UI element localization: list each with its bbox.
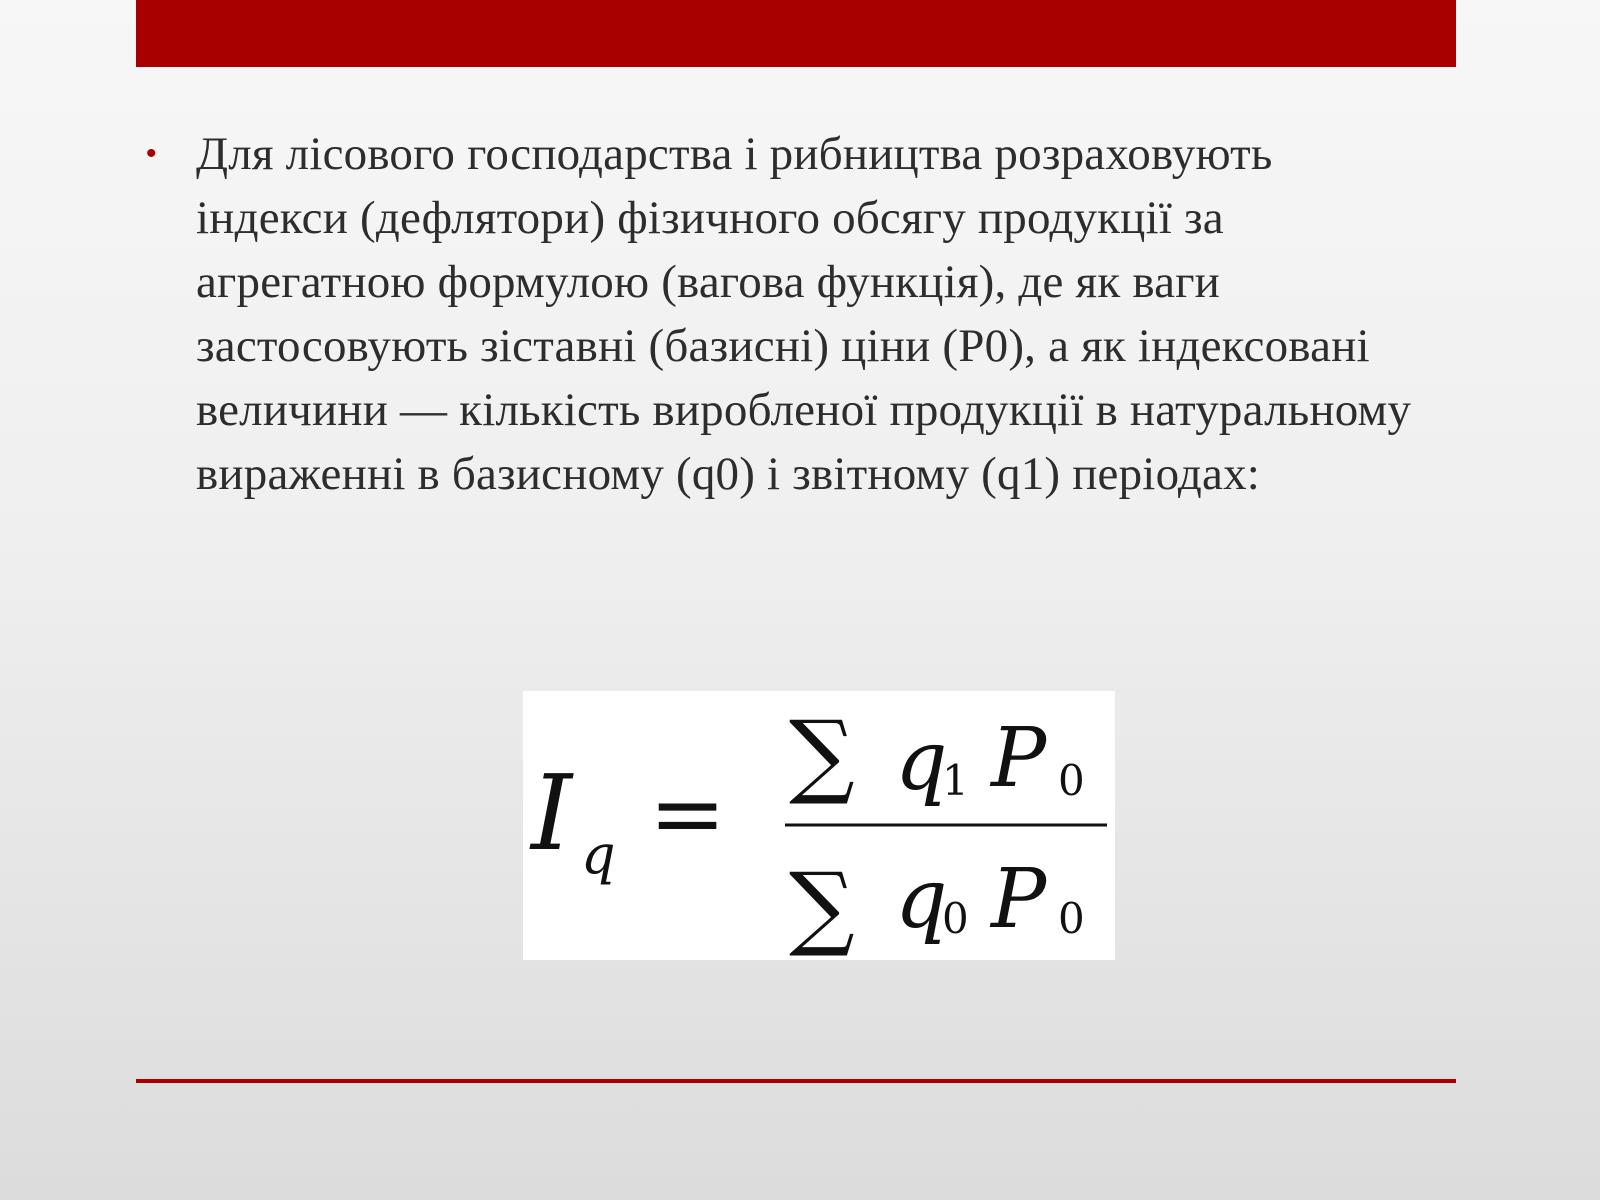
bullet-paragraph: Для лісового господарства і рибництва розраховують індекси (дефлятори) фізичного обсягу продукції за агрегатною формулою (вагова функція), де як ваги застосовують зіставні (базисні) ціни (P0), а як індексовані величини — кількість виробленої продукції в натуральному вираженні в базисному (q0) і звітному (q1) періодах: [196,128,1412,500]
formula-equals-sign: = [649,760,727,867]
numerator-sum-symbol: ∑ [789,701,855,808]
formula-graphic [523,691,1115,960]
bottom-accent-line [136,1079,1456,1083]
numerator-price: P [991,711,1047,806]
denominator-price-subscript: 0 [1058,894,1085,943]
formula-image [523,691,1115,960]
denominator-price: P [991,852,1047,947]
denominator-quantity: q [895,852,948,947]
formula-lhs-symbol: I [531,752,573,874]
denominator-quantity-subscript: 0 [942,894,969,943]
formula-lhs-subscript: q [581,823,616,886]
numerator-price-subscript: 0 [1058,756,1085,805]
numerator-quantity: q [895,714,948,809]
slide-content [146,122,1436,506]
top-accent-bar [136,0,1456,67]
denominator-sum-symbol: ∑ [789,853,855,960]
numerator-quantity-subscript: 1 [942,756,969,805]
bullet-icon: • [146,137,157,170]
bullet-item [146,122,1436,506]
